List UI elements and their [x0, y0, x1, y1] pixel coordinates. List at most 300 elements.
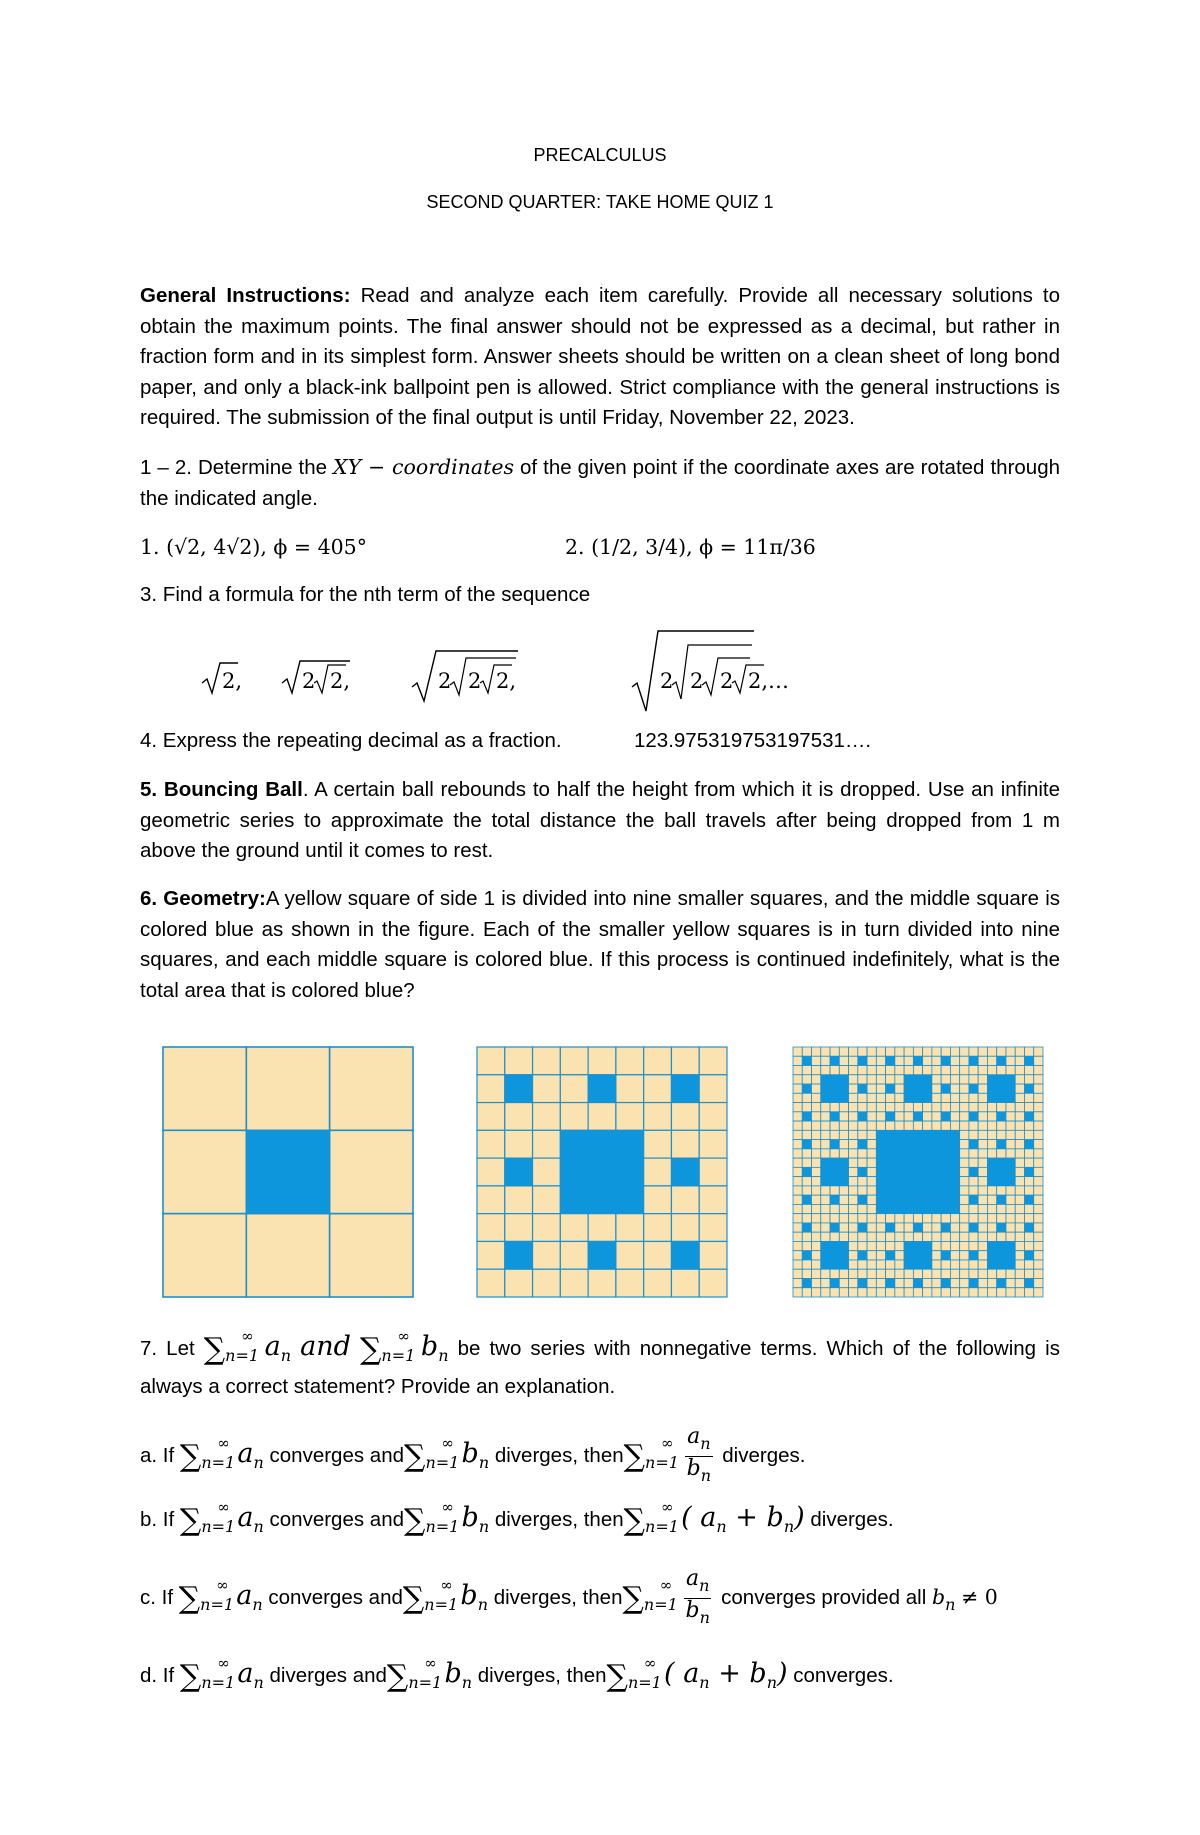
yellow-cell	[830, 1047, 839, 1056]
instructions-label: General Instructions:	[140, 284, 351, 307]
yellow-cell	[1015, 1204, 1024, 1213]
sigma-symbol: ∑	[203, 1332, 226, 1367]
yellow-cell	[941, 1241, 950, 1250]
yellow-cell	[1034, 1177, 1043, 1186]
yellow-cell	[987, 1223, 996, 1232]
blue-square	[904, 1241, 932, 1269]
yellow-cell	[1015, 1167, 1024, 1176]
yellow-cell	[941, 1288, 950, 1297]
yellow-cell	[876, 1251, 885, 1260]
item-3: 3. Find a formula for the nth term of the sequence	[140, 583, 591, 606]
yellow-cell	[923, 1214, 932, 1223]
yellow-cell	[978, 1130, 987, 1139]
yellow-cell	[867, 1278, 876, 1287]
yellow-cell	[830, 1204, 839, 1213]
yellow-cell	[533, 1241, 561, 1269]
yellow-cell	[1034, 1232, 1043, 1241]
yellow-cell	[932, 1084, 941, 1093]
yellow-cell	[978, 1214, 987, 1223]
yellow-cell	[812, 1288, 821, 1297]
yellow-cell	[505, 1103, 533, 1131]
yellow-cell	[477, 1269, 505, 1297]
yellow-cell	[987, 1269, 996, 1278]
yellow-cell	[1006, 1278, 1015, 1287]
yellow-cell	[867, 1056, 876, 1065]
svg-text:2: 2	[690, 669, 704, 693]
yellow-cell	[1024, 1177, 1033, 1186]
yellow-cell	[904, 1288, 913, 1297]
yellow-cell	[1015, 1140, 1024, 1149]
item-7-text: be two series with nonnegative terms. Which of the following is always a correct statement? Provide an explanation.	[140, 1337, 1060, 1398]
yellow-cell	[533, 1130, 561, 1158]
yellow-cell	[895, 1241, 904, 1250]
yellow-cell	[1034, 1186, 1043, 1195]
yellow-cell	[849, 1103, 858, 1112]
yellow-cell	[849, 1223, 858, 1232]
yellow-cell	[969, 1130, 978, 1139]
yellow-cell	[1015, 1195, 1024, 1204]
yellow-cell	[812, 1223, 821, 1232]
yellow-cell	[932, 1121, 941, 1130]
blue-square	[969, 1278, 978, 1287]
yellow-cell	[839, 1204, 848, 1213]
blue-square	[1024, 1167, 1033, 1176]
yellow-cell	[950, 1251, 959, 1260]
item-5-label: 5. Bouncing Ball	[140, 778, 303, 801]
yellow-cell	[987, 1047, 996, 1056]
blue-square	[830, 1140, 839, 1149]
blue-square	[886, 1251, 895, 1260]
yellow-cell	[886, 1260, 895, 1269]
yellow-cell	[793, 1047, 802, 1056]
general-instructions	[140, 281, 1060, 434]
blue-square	[560, 1130, 643, 1213]
yellow-cell	[950, 1214, 959, 1223]
blue-square	[1024, 1056, 1033, 1065]
yellow-cell	[830, 1214, 839, 1223]
blue-square	[858, 1140, 867, 1149]
blue-square	[969, 1251, 978, 1260]
blue-square	[671, 1075, 699, 1103]
yellow-cell	[839, 1103, 848, 1112]
yellow-cell	[849, 1278, 858, 1287]
sequence-term-4	[632, 631, 789, 711]
yellow-cell	[849, 1214, 858, 1223]
yellow-cell	[858, 1047, 867, 1056]
yellow-cell	[867, 1084, 876, 1093]
yellow-cell	[867, 1195, 876, 1204]
yellow-cell	[560, 1269, 588, 1297]
yellow-cell	[858, 1214, 867, 1223]
yellow-cell	[839, 1232, 848, 1241]
yellow-cell	[560, 1075, 588, 1103]
yellow-cell	[1024, 1158, 1033, 1167]
choice-d-prefix: d. If	[140, 1664, 175, 1687]
yellow-cell	[941, 1075, 950, 1084]
yellow-cell	[941, 1269, 950, 1278]
yellow-cell	[802, 1186, 811, 1195]
yellow-cell	[876, 1223, 885, 1232]
yellow-cell	[867, 1177, 876, 1186]
yellow-cell	[895, 1278, 904, 1287]
yellow-cell	[588, 1269, 616, 1297]
yellow-cell	[932, 1278, 941, 1287]
yellow-cell	[1024, 1269, 1033, 1278]
yellow-cell	[987, 1112, 996, 1121]
yellow-cell	[477, 1047, 505, 1075]
yellow-cell	[812, 1186, 821, 1195]
yellow-cell	[1034, 1066, 1043, 1075]
yellow-cell	[699, 1130, 727, 1158]
yellow-cell	[644, 1186, 672, 1214]
yellow-cell	[793, 1093, 802, 1102]
sequence-term-1	[202, 663, 242, 693]
yellow-cell	[950, 1223, 959, 1232]
yellow-cell	[867, 1130, 876, 1139]
sum-index: n=1	[381, 1346, 416, 1365]
yellow-cell	[960, 1140, 969, 1149]
yellow-cell	[1006, 1204, 1015, 1213]
yellow-cell	[616, 1214, 644, 1242]
yellow-cell	[163, 1047, 246, 1130]
yellow-cell	[246, 1214, 329, 1297]
yellow-cell	[644, 1269, 672, 1297]
yellow-cell	[932, 1223, 941, 1232]
yellow-cell	[978, 1195, 987, 1204]
yellow-cell	[969, 1103, 978, 1112]
blue-square	[969, 1112, 978, 1121]
blue-square	[1024, 1278, 1033, 1287]
yellow-cell	[699, 1047, 727, 1075]
yellow-cell	[876, 1075, 885, 1084]
yellow-cell	[867, 1269, 876, 1278]
yellow-cell	[793, 1186, 802, 1195]
blue-square	[1024, 1195, 1033, 1204]
yellow-cell	[886, 1121, 895, 1130]
yellow-cell	[997, 1066, 1006, 1075]
blue-square	[886, 1278, 895, 1287]
yellow-cell	[802, 1121, 811, 1130]
yellow-cell	[849, 1093, 858, 1102]
yellow-cell	[969, 1177, 978, 1186]
blue-square	[997, 1112, 1006, 1121]
yellow-cell	[699, 1214, 727, 1242]
yellow-cell	[477, 1186, 505, 1214]
yellow-cell	[895, 1232, 904, 1241]
yellow-cell	[1024, 1232, 1033, 1241]
yellow-cell	[839, 1047, 848, 1056]
blue-square	[1024, 1251, 1033, 1260]
yellow-cell	[1015, 1130, 1024, 1139]
blue-square	[987, 1241, 1015, 1269]
yellow-cell	[1024, 1260, 1033, 1269]
item-1: 1. (√2, 4√2), ϕ = 405°	[140, 535, 367, 559]
yellow-cell	[932, 1232, 941, 1241]
yellow-cell	[821, 1112, 830, 1121]
item-5	[140, 775, 1060, 867]
yellow-cell	[793, 1177, 802, 1186]
yellow-cell	[1015, 1223, 1024, 1232]
yellow-cell	[858, 1121, 867, 1130]
item-6	[140, 884, 1060, 1006]
yellow-cell	[1015, 1084, 1024, 1093]
yellow-cell	[802, 1130, 811, 1139]
yellow-cell	[886, 1269, 895, 1278]
yellow-cell	[802, 1158, 811, 1167]
yellow-cell	[867, 1103, 876, 1112]
yellow-cell	[950, 1066, 959, 1075]
choice-c-prefix: c. If	[140, 1585, 174, 1609]
yellow-cell	[987, 1149, 996, 1158]
yellow-cell	[802, 1232, 811, 1241]
blue-square	[1024, 1140, 1033, 1149]
yellow-cell	[997, 1130, 1006, 1139]
blue-square	[1024, 1112, 1033, 1121]
yellow-cell	[858, 1103, 867, 1112]
blue-square	[505, 1241, 533, 1269]
yellow-cell	[821, 1214, 830, 1223]
yellow-cell	[849, 1140, 858, 1149]
yellow-cell	[533, 1158, 561, 1186]
blue-square	[858, 1056, 867, 1065]
yellow-cell	[895, 1103, 904, 1112]
yellow-cell	[978, 1251, 987, 1260]
yellow-cell	[812, 1204, 821, 1213]
yellow-cell	[876, 1112, 885, 1121]
yellow-cell	[941, 1232, 950, 1241]
item-2: 2. (1/2, 3/4), ϕ = 11π/36	[565, 535, 816, 559]
yellow-cell	[904, 1112, 913, 1121]
yellow-cell	[802, 1241, 811, 1250]
yellow-cell	[941, 1103, 950, 1112]
yellow-cell	[812, 1149, 821, 1158]
yellow-cell	[876, 1066, 885, 1075]
yellow-cell	[867, 1251, 876, 1260]
yellow-cell	[802, 1066, 811, 1075]
yellow-cell	[1015, 1269, 1024, 1278]
yellow-cell	[867, 1223, 876, 1232]
yellow-cell	[987, 1278, 996, 1287]
svg-text:2: 2	[720, 669, 734, 693]
yellow-cell	[886, 1288, 895, 1297]
carpet-level-2	[476, 1046, 728, 1298]
blue-square	[997, 1223, 1006, 1232]
yellow-cell	[1006, 1214, 1015, 1223]
yellow-cell	[1006, 1047, 1015, 1056]
yellow-cell	[1034, 1288, 1043, 1297]
yellow-cell	[886, 1075, 895, 1084]
yellow-cell	[830, 1103, 839, 1112]
yellow-cell	[849, 1047, 858, 1056]
yellow-cell	[1024, 1204, 1033, 1213]
yellow-cell	[1015, 1288, 1024, 1297]
yellow-cell	[886, 1093, 895, 1102]
yellow-cell	[950, 1112, 959, 1121]
yellow-cell	[895, 1251, 904, 1260]
yellow-cell	[812, 1093, 821, 1102]
yellow-cell	[858, 1130, 867, 1139]
yellow-cell	[849, 1112, 858, 1121]
yellow-cell	[1015, 1093, 1024, 1102]
yellow-cell	[886, 1066, 895, 1075]
yellow-cell	[821, 1186, 830, 1195]
yellow-cell	[987, 1130, 996, 1139]
yellow-cell	[1024, 1066, 1033, 1075]
yellow-cell	[997, 1288, 1006, 1297]
choice-c: c. If $\sum_{n=1}^\infty$ $a_n$ converges $and\sum_{n=1}^\infty$ $b_n$ diverges, $then\sum_{n=1}^\infty$ $\frac{a_n}{b_n}$ converges provided all $b_n \ne 0$	[140, 1566, 998, 1627]
yellow-cell	[932, 1075, 941, 1084]
blue-square	[802, 1278, 811, 1287]
yellow-cell	[960, 1112, 969, 1121]
yellow-cell	[978, 1167, 987, 1176]
yellow-cell	[950, 1084, 959, 1093]
blue-square	[246, 1130, 329, 1213]
sum-upper: ∞	[241, 1327, 254, 1345]
yellow-cell	[969, 1241, 978, 1250]
yellow-cell	[802, 1149, 811, 1158]
yellow-cell	[1015, 1103, 1024, 1112]
yellow-cell	[923, 1066, 932, 1075]
yellow-cell	[477, 1158, 505, 1186]
yellow-cell	[987, 1066, 996, 1075]
yellow-cell	[867, 1149, 876, 1158]
yellow-cell	[1034, 1204, 1043, 1213]
yellow-cell	[1034, 1167, 1043, 1176]
yellow-cell	[876, 1288, 885, 1297]
yellow-cell	[793, 1140, 802, 1149]
yellow-cell	[886, 1214, 895, 1223]
sequence-radicals	[200, 625, 820, 715]
yellow-cell	[671, 1269, 699, 1297]
yellow-cell	[246, 1047, 329, 1130]
yellow-cell	[793, 1241, 802, 1250]
yellow-cell	[978, 1223, 987, 1232]
yellow-cell	[1024, 1130, 1033, 1139]
yellow-cell	[941, 1066, 950, 1075]
svg-text:2: 2	[438, 669, 452, 693]
yellow-cell	[1034, 1130, 1043, 1139]
yellow-cell	[839, 1140, 848, 1149]
yellow-cell	[1015, 1260, 1024, 1269]
yellow-cell	[941, 1047, 950, 1056]
yellow-cell	[969, 1075, 978, 1084]
yellow-cell	[1015, 1066, 1024, 1075]
yellow-cell	[330, 1130, 413, 1213]
yellow-cell	[588, 1103, 616, 1131]
yellow-cell	[867, 1121, 876, 1130]
yellow-cell	[950, 1121, 959, 1130]
yellow-cell	[932, 1260, 941, 1269]
yellow-cell	[1015, 1112, 1024, 1121]
blue-square	[987, 1075, 1015, 1103]
yellow-cell	[821, 1056, 830, 1065]
yellow-cell	[886, 1241, 895, 1250]
yellow-cell	[793, 1112, 802, 1121]
yellow-cell	[533, 1269, 561, 1297]
yellow-cell	[923, 1047, 932, 1056]
yellow-cell	[969, 1260, 978, 1269]
yellow-cell	[1015, 1214, 1024, 1223]
yellow-cell	[793, 1278, 802, 1287]
yellow-cell	[960, 1130, 969, 1139]
yellow-cell	[1024, 1093, 1033, 1102]
blue-square	[802, 1251, 811, 1260]
yellow-cell	[960, 1149, 969, 1158]
yellow-cell	[895, 1075, 904, 1084]
yellow-cell	[1015, 1241, 1024, 1250]
yellow-cell	[330, 1214, 413, 1297]
yellow-cell	[505, 1214, 533, 1242]
yellow-cell	[978, 1278, 987, 1287]
yellow-cell	[867, 1167, 876, 1176]
yellow-cell	[895, 1047, 904, 1056]
sequence-term-2	[282, 661, 350, 693]
svg-text:2,: 2,	[222, 669, 243, 693]
svg-text:2: 2	[468, 669, 482, 693]
yellow-cell	[1015, 1149, 1024, 1158]
yellow-cell	[839, 1278, 848, 1287]
yellow-cell	[793, 1269, 802, 1278]
yellow-cell	[671, 1103, 699, 1131]
yellow-cell	[1024, 1288, 1033, 1297]
yellow-cell	[802, 1177, 811, 1186]
blue-square	[886, 1223, 895, 1232]
yellow-cell	[812, 1167, 821, 1176]
yellow-cell	[830, 1288, 839, 1297]
yellow-cell	[477, 1214, 505, 1242]
yellow-cell	[932, 1066, 941, 1075]
yellow-cell	[895, 1084, 904, 1093]
yellow-cell	[876, 1056, 885, 1065]
item-6-label: 6. Geometry:	[140, 887, 266, 910]
yellow-cell	[849, 1241, 858, 1250]
yellow-cell	[793, 1130, 802, 1139]
yellow-cell	[876, 1232, 885, 1241]
yellow-cell	[849, 1121, 858, 1130]
item-1-2	[140, 452, 1060, 514]
yellow-cell	[867, 1047, 876, 1056]
yellow-cell	[950, 1288, 959, 1297]
yellow-cell	[671, 1186, 699, 1214]
yellow-cell	[821, 1195, 830, 1204]
yellow-cell	[978, 1260, 987, 1269]
yellow-cell	[812, 1251, 821, 1260]
yellow-cell	[802, 1288, 811, 1297]
yellow-cell	[821, 1223, 830, 1232]
yellow-cell	[923, 1112, 932, 1121]
yellow-cell	[849, 1232, 858, 1241]
yellow-cell	[876, 1121, 885, 1130]
yellow-cell	[867, 1066, 876, 1075]
yellow-cell	[886, 1047, 895, 1056]
yellow-cell	[1034, 1121, 1043, 1130]
yellow-cell	[849, 1066, 858, 1075]
yellow-cell	[560, 1214, 588, 1242]
term-b: $b_n$	[420, 1331, 449, 1365]
yellow-cell	[932, 1093, 941, 1102]
yellow-cell	[987, 1232, 996, 1241]
yellow-cell	[330, 1047, 413, 1130]
yellow-cell	[1015, 1056, 1024, 1065]
choice-b-prefix: b. If	[140, 1508, 175, 1531]
yellow-cell	[699, 1075, 727, 1103]
blue-square	[997, 1140, 1006, 1149]
yellow-cell	[1034, 1112, 1043, 1121]
yellow-cell	[904, 1103, 913, 1112]
yellow-cell	[858, 1241, 867, 1250]
blue-square	[1024, 1084, 1033, 1093]
yellow-cell	[1006, 1186, 1015, 1195]
